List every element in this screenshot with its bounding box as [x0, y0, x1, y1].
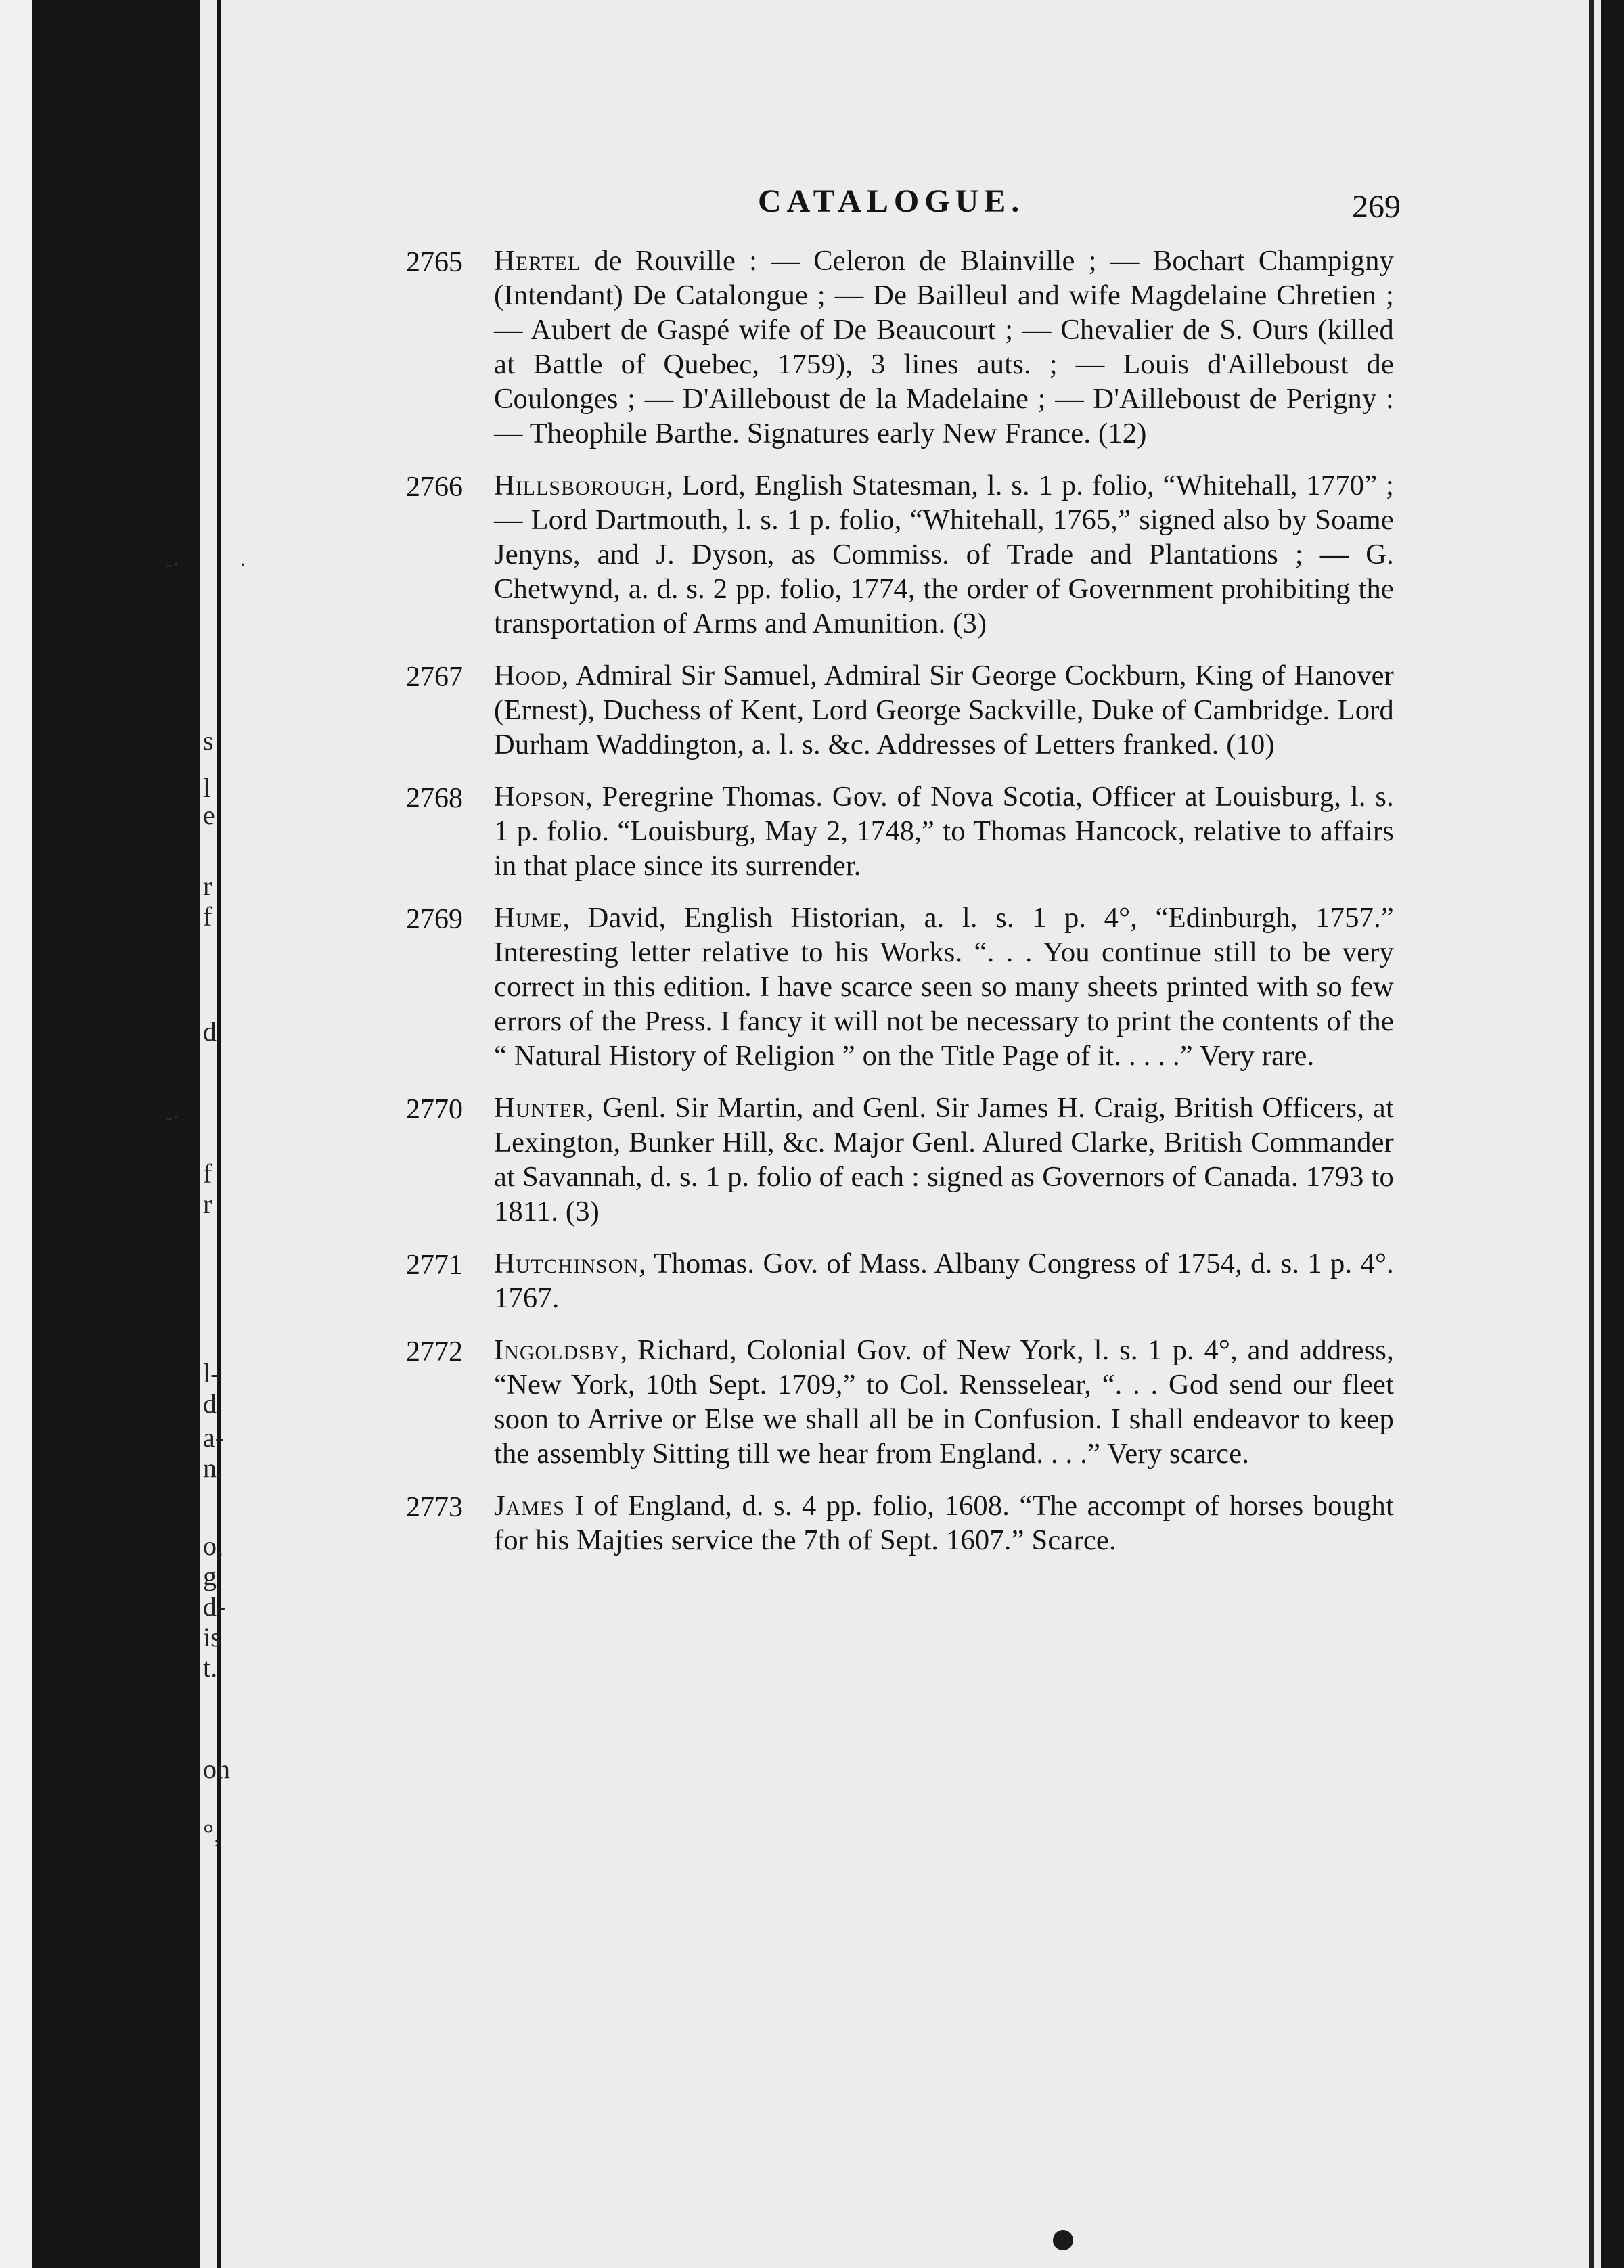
lot-number: 2771: [406, 1250, 463, 1281]
lot-number: 2766: [406, 472, 463, 503]
lot-number: 2772: [406, 1336, 463, 1367]
entry-description: , Admiral Sir Samuel, Admiral Sir George Cockburn, King of Hanover (Ernest), Duchess of Kent, Lord George Sackville, Duke of Cambridge. Lord Durham Waddington, a. l. s. &c. Addresses of Letters franked. (10): [494, 660, 1394, 761]
catalogue-page: [406, 183, 1401, 1575]
entry-description: de Rouville : — Celeron de Blainville ; — Bochart Champigny (Intendant) De Catalongue ; — De Bailleul and wife Magdelaine Chretien ; — Aubert de Gaspé wife of De Beaucourt ; — Chevalier de S. Ours (killed at Battle of Quebec, 1759), 3 lines auts. ; — Louis d'Ailleboust de Coulonges ; — D'Ailleboust de la Madelaine ; — D'Ailleboust de Perigny : — Theophile Barthe. Signatures early New France. (12): [494, 245, 1394, 449]
facing-fragment: o,: [203, 1530, 223, 1561]
facing-fragment: d: [203, 1016, 217, 1047]
entry-surname: Hutchinson: [494, 1248, 639, 1279]
catalogue-entry: [406, 1091, 1394, 1229]
facing-fragment: d: [203, 1388, 217, 1419]
margin-tick: -·: [166, 553, 179, 576]
entry-surname: James: [494, 1490, 565, 1522]
facing-fragment: n.: [203, 1453, 223, 1483]
facing-fragment: r: [203, 1189, 212, 1219]
entry-surname: Hertel: [494, 245, 581, 277]
margin-tick: ·: [240, 553, 246, 576]
entry-text: [494, 779, 1394, 883]
entry-description: , Lord, English Statesman, l. s. 1 p. folio, “Whitehall, 1770” ; — Lord Dartmouth, l. s. 1 p. folio, “Whitehall, 1765,” signed also by Soame Jenyns, and J. Dyson, as Commiss. of Trade and Plantations ; — G. Chetwynd, a. d. s. 2 pp. folio, 1774, the order of Government prohibiting the transportation of Arms and Amunition. (3): [494, 470, 1394, 639]
entry-text: [494, 468, 1394, 641]
entry-surname: Hume: [494, 902, 563, 934]
margin-tick: -·: [166, 1106, 179, 1129]
facing-fragment: l: [203, 773, 211, 803]
facing-fragment: f: [203, 901, 212, 932]
entry-description: , Thomas. Gov. of Mass. Albany Congress of 1754, d. s. 1 p. 4°. 1767.: [494, 1248, 1394, 1314]
facing-fragment: r: [203, 871, 212, 901]
lot-number: 2765: [406, 247, 463, 278]
lot-number: 2770: [406, 1094, 463, 1125]
entry-surname: Hood: [494, 660, 562, 691]
facing-fragment: a-: [203, 1422, 225, 1453]
page-number: 269: [1352, 189, 1401, 225]
entry-text: [494, 1333, 1394, 1471]
catalogue-entry: [406, 468, 1394, 641]
right-edge: [1601, 0, 1624, 2268]
facing-fragment: °,: [203, 1818, 221, 1849]
facing-fragment: d-: [203, 1591, 226, 1622]
entry-text: [494, 244, 1394, 451]
lot-number: 2773: [406, 1492, 463, 1523]
entry-text: [494, 1246, 1394, 1315]
gutter-line: [217, 0, 221, 2268]
catalogue-entry: [406, 658, 1394, 762]
facing-fragment: is: [203, 1622, 221, 1652]
facing-fragment: l-: [203, 1358, 220, 1388]
lot-number: 2769: [406, 904, 463, 935]
catalogue-entry: [406, 901, 1394, 1073]
scan-mark: [1053, 2230, 1073, 2250]
facing-fragment: f: [203, 1158, 212, 1189]
facing-fragment: e: [203, 800, 215, 830]
entry-surname: Hillsborough: [494, 470, 667, 501]
entry-description: , David, English Historian, a. l. s. 1 p. 4°, “Edinburgh, 1757.” Interesting letter relative to his Works. “. . . You continue still to be very correct in this edition. I have scarce seen so many sheets printed with so few errors of the Press. I fancy it will not be necessary to print the contents of the “ Natural History of Religion ” on the Title Page of it. . . . .” Very rare.: [494, 902, 1394, 1072]
entry-surname: Hopson: [494, 781, 586, 813]
lot-number: 2767: [406, 662, 463, 693]
entry-description: , Richard, Colonial Gov. of New York, l. s. 1 p. 4°, and address, “New York, 10th Sept. 1709,” to Col. Rensselear, “. . . God send our fleet soon to Arrive or Else we shall all be in Confusion. I shall endeavor to keep the assembly Sitting till we hear from England. . . .” Very scarce.: [494, 1334, 1394, 1470]
page-title: CATALOGUE.: [758, 183, 1025, 219]
lot-number: 2768: [406, 783, 463, 814]
facing-fragment: on: [203, 1754, 230, 1784]
entry-description: , Genl. Sir Martin, and Genl. Sir James H. Craig, British Officers, at Lexington, Bunker Hill, &c. Major Genl. Alured Clarke, British Commander at Savannah, d. s. 1 p. folio of each : signed as Governors of Canada. 1793 to 1811. (3): [494, 1092, 1394, 1227]
catalogue-entry: [406, 244, 1394, 451]
entry-surname: Hunter: [494, 1092, 587, 1124]
right-edge-line: [1589, 0, 1594, 2268]
facing-fragment: g: [203, 1561, 217, 1591]
entry-description: , Peregrine Thomas. Gov. of Nova Scotia, Officer at Louisburg, l. s. 1 p. folio. “Louisburg, May 2, 1748,” to Thomas Hancock, relative to affairs in that place since its surrender.: [494, 781, 1394, 882]
facing-fragment: t.: [203, 1652, 218, 1683]
entry-text: [494, 658, 1394, 762]
entry-description: I of England, d. s. 4 pp. folio, 1608. “The accompt of horses bought for his Majties service the 7th of Sept. 1607.” Scarce.: [494, 1490, 1394, 1556]
entry-text: [494, 901, 1394, 1073]
left-page-edge: [0, 0, 32, 2268]
catalogue-entry: [406, 779, 1394, 883]
facing-fragment: s: [203, 725, 214, 756]
entry-surname: Ingoldsby: [494, 1334, 621, 1366]
page-header: [406, 183, 1401, 244]
entry-text: [494, 1091, 1394, 1229]
entry-text: [494, 1489, 1394, 1558]
catalogue-entry: [406, 1246, 1394, 1315]
catalogue-entry: [406, 1489, 1394, 1558]
catalogue-entry: [406, 1333, 1394, 1471]
